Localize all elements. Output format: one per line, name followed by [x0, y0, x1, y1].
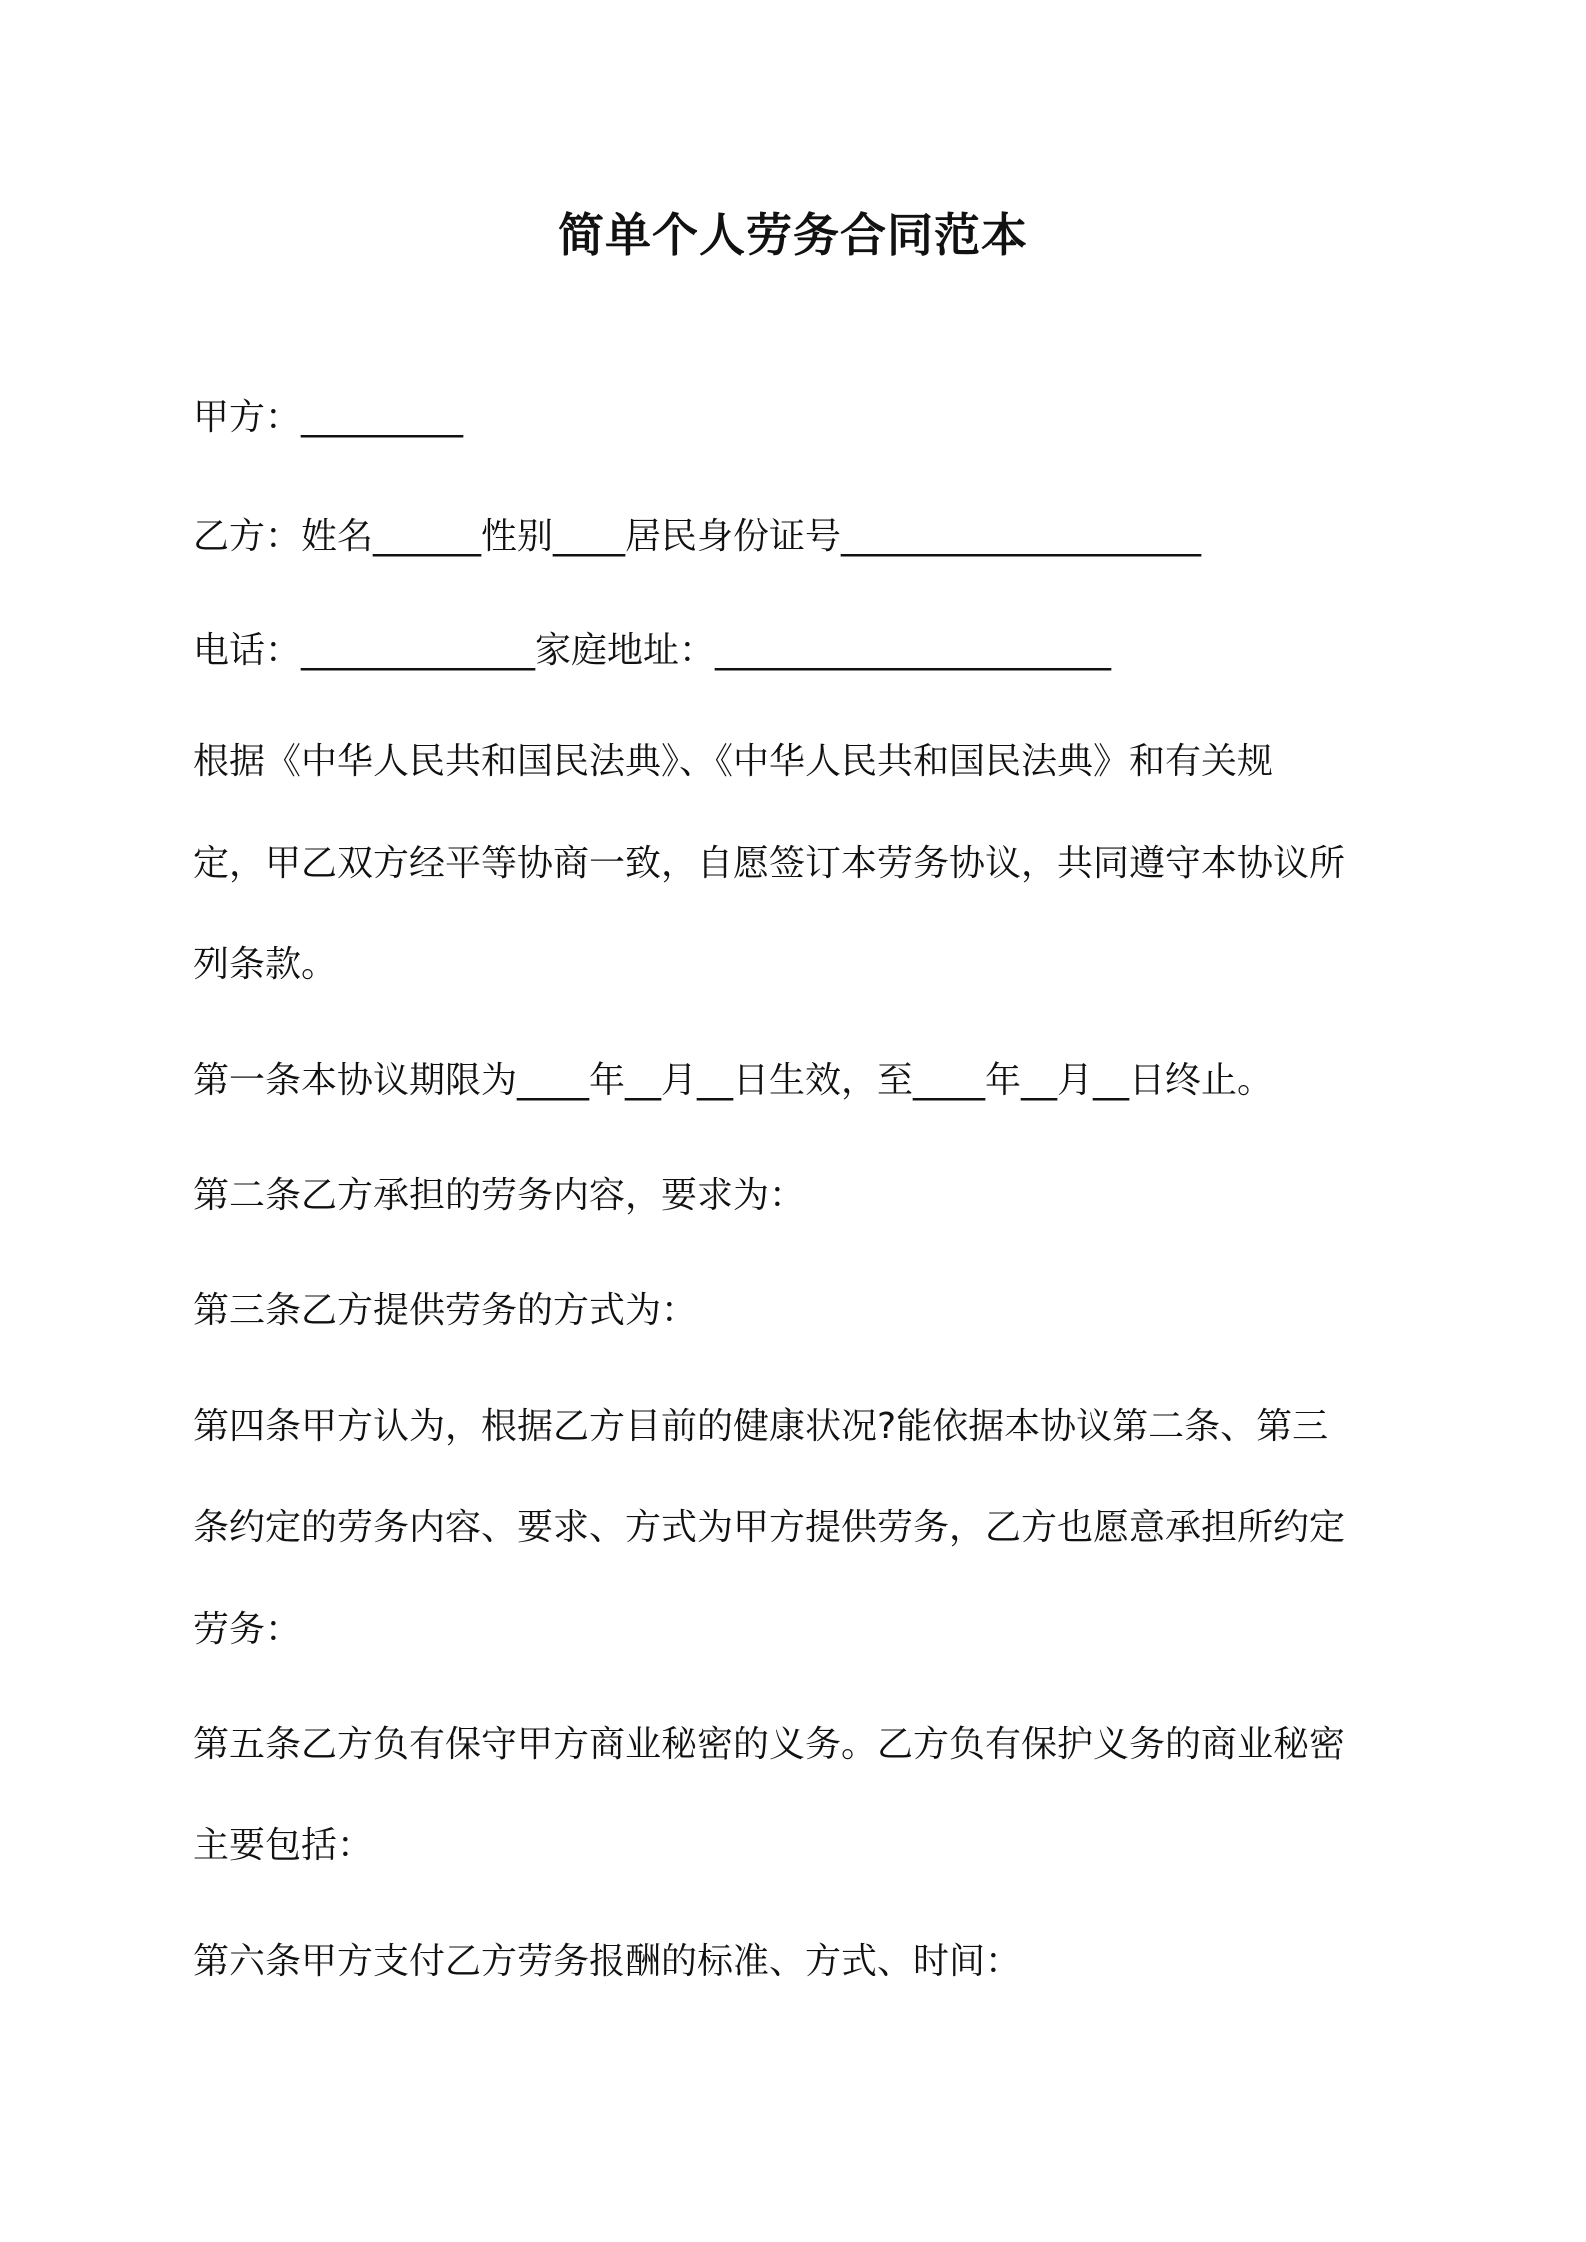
party-b-line: 乙方：姓名______性别____居民身份证号____________________	[193, 516, 1202, 557]
article-6: 第六条甲方支付乙方劳务报酬的标准、方式、时间：	[193, 1941, 1022, 1982]
article-4-line-2: 条约定的劳务内容、要求、方式为甲方提供劳务，乙方也愿意承担所约定	[193, 1507, 1346, 1548]
preamble-line-2: 定，甲乙双方经平等协商一致，自愿签订本劳务协议，共同遵守本协议所	[193, 843, 1346, 884]
article-5-line-1: 第五条乙方负有保守甲方商业秘密的义务。乙方负有保护义务的商业秘密	[193, 1724, 1346, 1765]
article-2: 第二条乙方承担的劳务内容，要求为：	[193, 1175, 806, 1216]
document-title: 简单个人劳务合同范本	[558, 208, 1028, 262]
article-3: 第三条乙方提供劳务的方式为：	[193, 1290, 698, 1331]
article-4-line-3: 劳务：	[193, 1609, 302, 1650]
article-4-line-1: 第四条甲方认为，根据乙方目前的健康状况?能依据本协议第二条、第三	[193, 1406, 1329, 1447]
article-1: 第一条本协议期限为____年__月__日生效，至____年__月__日终止。	[193, 1060, 1274, 1101]
article-5-line-2: 主要包括：	[193, 1825, 374, 1866]
preamble-line-1: 根据《中华人民共和国民法典》、《中华人民共和国民法典》和有关规	[193, 741, 1274, 782]
preamble-line-3: 列条款。	[193, 944, 338, 985]
party-a-line: 甲方：_________	[193, 397, 464, 438]
phone-address-line: 电话：_____________家庭地址：______________________	[193, 630, 1112, 671]
